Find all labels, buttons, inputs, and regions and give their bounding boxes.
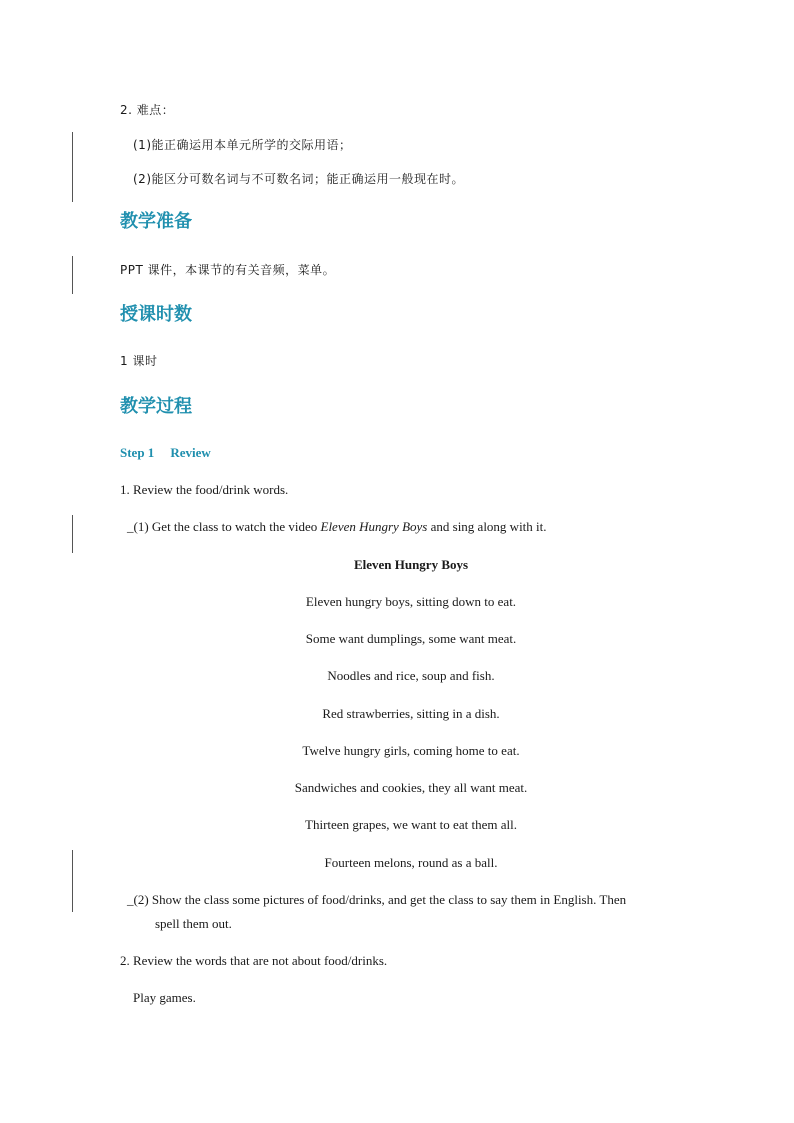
song-line: Red strawberries, sitting in a dish.	[322, 706, 500, 721]
step-name: Review	[170, 445, 211, 460]
preparation-text: PPT 课件，本课节的有关音频，菜单。	[120, 263, 336, 277]
sub1-prefix: _(1) Get the class to watch the video	[127, 519, 321, 534]
sub1-suffix: and sing along with it.	[427, 519, 547, 534]
song-line: Twelve hungry girls, coming home to eat.	[302, 743, 520, 758]
review-sub-1	[127, 518, 547, 536]
song-line: Sandwiches and cookies, they all want meat.	[294, 780, 528, 795]
song-line: Fourteen melons, round as a ball.	[324, 855, 498, 870]
change-bar	[72, 256, 73, 294]
review-item-1: 1. Review the food/drink words.	[120, 482, 289, 497]
hours-heading: 授课时数	[120, 304, 192, 325]
hours-text: 1 课时	[120, 354, 158, 368]
review-sub-2-line-2: spell them out.	[155, 916, 232, 931]
song-line: Some want dumplings, some want meat.	[305, 631, 517, 646]
play-games: Play games.	[133, 990, 196, 1005]
step-number: Step 1	[120, 445, 155, 460]
preparation-heading: 教学准备	[120, 211, 192, 232]
review-sub-2-line-1: _(2) Show the class some pictures of food/drinks, and get the class to say them in English. Then	[127, 892, 627, 907]
song-line: Noodles and rice, soup and fish.	[327, 668, 495, 683]
process-heading: 教学过程	[120, 396, 192, 417]
step-1-heading	[120, 444, 211, 462]
difficulty-label: 2. 难点：	[120, 103, 175, 117]
change-bar	[72, 132, 73, 202]
change-bar	[72, 515, 73, 553]
song-title: Eleven Hungry Boys	[353, 557, 469, 572]
difficulty-item-2: (2)能区分可数名词与不可数名词；能正确运用一般现在时。	[133, 172, 465, 186]
song-line: Thirteen grapes, we want to eat them all.	[305, 817, 517, 832]
difficulty-item-1: (1)能正确运用本单元所学的交际用语；	[133, 138, 352, 152]
video-title: Eleven Hungry Boys	[320, 519, 428, 534]
song-line: Eleven hungry boys, sitting down to eat.	[305, 594, 517, 609]
review-item-2: 2. Review the words that are not about food/drinks.	[120, 953, 388, 968]
